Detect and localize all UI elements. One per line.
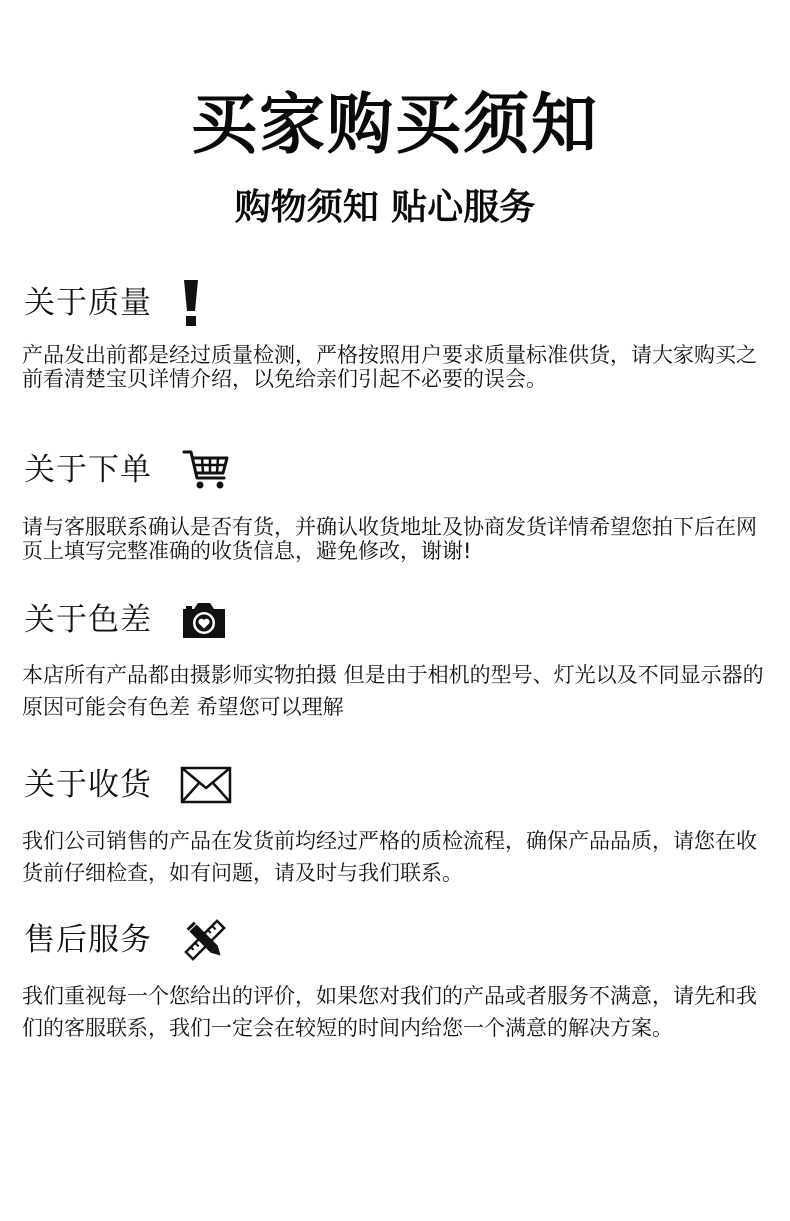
section-text: 请与客服联系确认是否有货，并确认收货地址及协商发货详情希望您拍下后在网页上填写完整准确的收货信息，避免修改，谢谢! (22, 515, 757, 563)
exclamation-icon (182, 280, 200, 326)
section-title: 关于收货 (24, 766, 152, 803)
shopping-cart-icon (182, 448, 230, 492)
envelope-icon (180, 766, 232, 804)
section-text: 本店所有产品都由摄影师实物拍摄 但是由于相机的型号、灯光以及不同显示器的原因可能会有色差 希望您可以理解 (22, 663, 764, 719)
section-text: 我们公司销售的产品在发货前均经过严格的质检流程，确保产品品质，请您在收货前仔细检查，如有问题，请及时与我们联系。 (22, 829, 757, 885)
section-header (24, 760, 232, 810)
camera-heart-icon (180, 600, 228, 640)
section-title: 关于质量 (24, 284, 152, 321)
pencil-ruler-icon (182, 917, 228, 963)
section-header (24, 595, 228, 645)
section-text: 产品发出前都是经过质量检测，严格按照用户要求质量标准供货，请大家购买之前看清楚宝贝详情介绍，以免给亲们引起不必要的误会。 (22, 343, 757, 391)
page-title: 买家购买须知 (191, 86, 599, 163)
section-header (24, 445, 230, 495)
page-subtitle: 购物须知 贴心服务 (234, 187, 536, 228)
section-header (24, 915, 228, 965)
section-header (24, 278, 200, 328)
section-text: 我们重视每一个您给出的评价，如果您对我们的产品或者服务不满意，请先和我们的客服联系，我们一定会在较短的时间内给您一个满意的解决方案。 (22, 984, 757, 1040)
section-title: 关于下单 (24, 451, 152, 488)
section-title: 关于色差 (24, 601, 152, 638)
section-title: 售后服务 (24, 921, 152, 958)
